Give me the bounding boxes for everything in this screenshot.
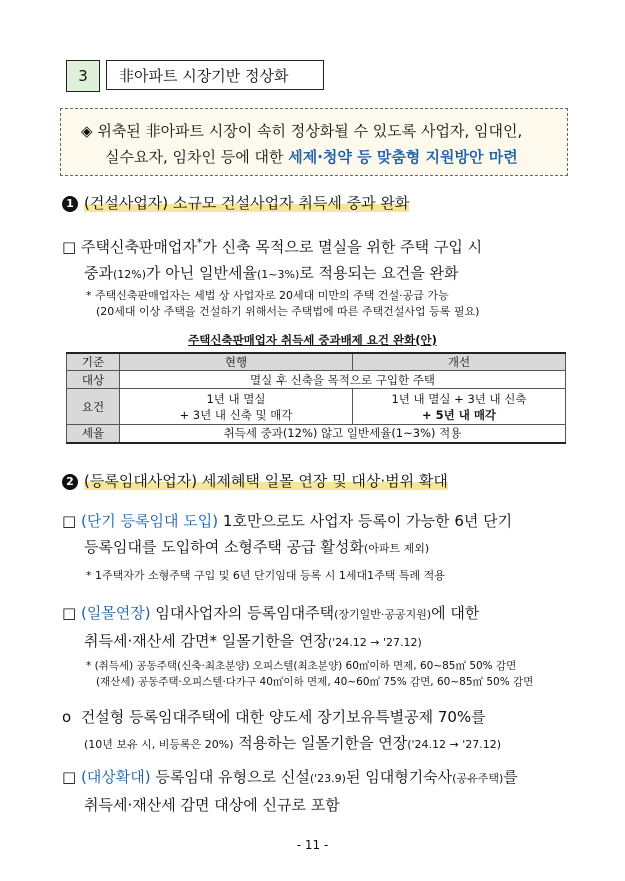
table-cell: 취득세 중과(12%) 않고 일반세율(1~3%) 적용 [120,425,566,443]
item-small-text: (장기일반·공공지원) [334,608,432,621]
item-line [62,730,572,758]
table-row-label: 대상 [67,371,120,389]
item-text: 주택신축판매업자 [80,238,197,256]
footnote-mark: * [196,236,203,249]
section-2-item-3 [62,704,572,758]
item-text: 로 적용되는 요건을 완화 [299,264,459,282]
item-text: 중과 [84,264,113,282]
section-2-title: (등록임대사업자) 세제혜택 일몰 연장 및 대상·범위 확대 [84,472,448,490]
note-3: * 1주택자가 소형주택 구입 및 6년 단기임대 등록 시 1세대1주택 특례 적용 [86,569,445,582]
item-text: 건설형 등록임대주택에 대한 양도세 장기보유특별공제 70%를 [80,708,486,726]
table-cell-line: + 5년 내 매각 [421,407,497,422]
square-bullet-icon: □ [62,512,77,530]
item-small-text: ('23.9) [309,772,346,785]
table-row-label: 세율 [67,425,120,443]
square-bullet-icon: □ [62,238,77,256]
table-cell-line: 1년 내 멸실 [206,391,266,406]
square-bullet-icon: □ [62,604,77,622]
number-1-icon: 1 [62,196,78,212]
note-2: (20세대 이상 주택을 건설하기 위해서는 주택법에 따른 주택건설사업 등록 필요) [96,305,480,318]
item-line [62,230,572,260]
table-row [67,389,566,425]
item-line [62,628,572,656]
section-2-item-2 [62,600,572,656]
section-title: 非아파트 시장기반 정상화 [106,60,324,90]
item-text: 된 임대형기숙사 [345,768,453,786]
table-cell [353,389,566,425]
note-5: (재산세) 공동주택·오피스텔·다가구 40㎡이하 면제, 40~60㎡ 75% 감면, 60~85㎡ 50% 감면 [96,676,534,688]
item-line [62,764,572,792]
item-line [62,508,572,534]
item-label: (대상확대) [80,768,151,786]
item-small-text: ('24.12 → '27.12) [327,636,422,649]
item-text: 를 [503,768,518,786]
table-caption [0,332,625,348]
table-row-label: 요건 [67,389,120,425]
circle-bullet-icon: o [62,708,72,726]
item-text: 가 신축 목적으로 멸실을 위한 주택 구입 시 [202,238,483,256]
summary-line-1 [81,118,557,144]
item-small-text: (10년 보유 시, 비등록은 20%) [84,738,234,751]
section-number: 3 [66,60,100,92]
table-header-cell: 현행 [120,353,353,371]
item-text: 등록임대 유형으로 신설 [150,768,310,786]
section-2-item-4 [62,764,572,818]
item-small-text: (아파트 제외) [363,542,430,555]
section-1-title: (건설사업자) 소규모 건설사업자 취득세 중과 완화 [84,194,410,212]
section-1-heading [62,192,409,214]
square-bullet-icon: □ [62,768,77,786]
item-text: 임대사업자의 등록임대주택 [150,604,335,622]
item-line [62,600,572,628]
table-caption-text: 주택신축판매업자 취득세 중과배제 요건 완화(안) [188,333,437,347]
item-line [62,534,572,562]
item-text: 등록임대를 도입하여 소형주택 공급 활성화 [84,538,364,556]
item-text: 1호만으로도 사업자 등록이 가능한 6년 단기 [218,512,513,530]
summary-text-2: 실수요자, 임차인 등에 대한 [105,148,289,166]
summary-text-1: 위축된 非아파트 시장이 속히 정상화될 수 있도록 사업자, 임대인, [97,122,523,140]
item-text: 가 아닌 일반세율 [146,264,257,282]
item-small-text: (12%) [112,268,147,281]
summary-line-2 [81,144,557,170]
item-text: 취득세·재산세 감면* 일몰기한을 연장 [84,632,328,650]
item-text: 에 대한 [431,604,480,622]
table-header-cell: 개선 [353,353,566,371]
requirements-table [66,352,566,444]
table-row [67,425,566,443]
item-label: (단기 등록임대 도입) [80,512,219,530]
diamond-icon: ◈ [81,122,93,140]
section-2-item-1 [62,508,572,562]
item-small-text: (공유주택) [452,772,504,785]
summary-highlight: 세제·청약 등 맞춤형 지원방안 마련 [288,148,518,166]
table-cell [120,389,353,425]
item-label: (일몰연장) [80,604,151,622]
item-text: 적용하는 일몰기한을 연장 [233,734,408,752]
item-small-text: (1~3%) [257,268,300,281]
table-header-row [67,353,566,371]
table-cell-line: + 3년 내 신축 및 매각 [179,407,293,422]
section-1-item-1 [62,230,572,288]
note-4: * (취득세) 공동주택(신축·최초분양) 오피스텔(최초분양) 60㎡이하 면제, 60~85㎡ 50% 감면 [86,660,517,672]
item-text: 취득세·재산세 감면 대상에 신규로 포함 [84,796,340,814]
table-row [67,371,566,389]
item-small-text: ('24.12 → '27.12) [407,738,502,751]
item-line [62,704,572,730]
note-1: * 주택신축판매업자는 세법 상 사업자로 20세대 미만의 주택 건설·공급 가능 [86,289,449,302]
summary-box [60,108,568,176]
number-2-icon: 2 [62,474,78,490]
section-2-heading [62,470,448,492]
page-number: - 11 - [296,838,329,852]
table-cell: 멸실 후 신축을 목적으로 구입한 주택 [120,371,566,389]
item-line [62,260,572,288]
table-header-cell: 기준 [67,353,120,371]
table-cell-line: 1년 내 멸실 + 3년 내 신축 [391,391,527,406]
item-line [62,792,572,818]
